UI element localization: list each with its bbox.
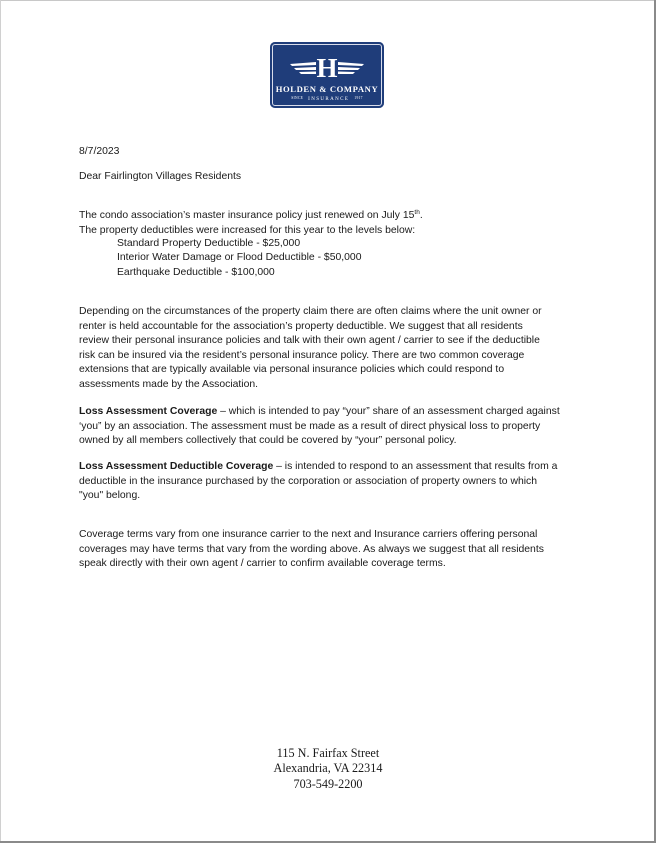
logo-subtitle xyxy=(270,96,384,102)
logo-since: SINCE xyxy=(291,96,304,100)
paragraph-line: Loss Assessment Coverage – which is intended to pay “your” share of an assessment charged against xyxy=(79,406,560,417)
loss-assessment-deductible-heading: Loss Assessment Deductible Coverage xyxy=(79,461,274,472)
footer-address xyxy=(228,746,428,792)
paragraph-line: Depending on the circumstances of the property claim there are often claims where the unit owner or xyxy=(79,306,542,317)
paragraph-line: assessments made by the Association. xyxy=(79,378,259,390)
letter-date: 8/7/2023 xyxy=(79,146,120,157)
page-edge-top xyxy=(0,0,656,1)
paragraph-line: ‘you” by an association. The assessment must be made as a result of direct physical loss to property xyxy=(79,420,541,432)
footer-street: 115 N. Fairfax Street xyxy=(276,746,380,760)
company-logo xyxy=(270,42,384,108)
deductible-item: Standard Property Deductible - $25,000 xyxy=(117,238,301,249)
intro-line-1: The condo association’s master insurance policy just renewed on July 15th. xyxy=(79,209,423,221)
deductible-list xyxy=(117,237,362,280)
loss-assessment-paragraph xyxy=(79,405,560,449)
paragraph-line: speak directly with their own agent / carrier to confirm available coverage terms. xyxy=(79,558,446,570)
logo-year: 1917 xyxy=(354,96,363,100)
paragraph-line: "you" belong. xyxy=(79,490,141,502)
deductible-item: Interior Water Damage or Flood Deductible - $50,000 xyxy=(117,252,362,264)
circumstances-paragraph xyxy=(79,305,542,393)
paragraph-line: renter is held accountable for the association’s property deductible. We suggest that all residents xyxy=(79,320,523,332)
paragraph-line: Loss Assessment Deductible Coverage – is intended to respond to an assessment that results from a xyxy=(79,461,558,472)
letter-salutation: Dear Fairlington Villages Residents xyxy=(79,171,242,182)
paragraph-line: extensions that are typically available via personal insurance policies which could respond to xyxy=(79,364,505,376)
paragraph-line: risk can be insured via the resident’s personal insurance policy. There are two common coverage xyxy=(79,349,525,361)
loss-assessment-deductible-paragraph xyxy=(79,460,557,504)
logo-letter: H xyxy=(316,53,338,83)
page-edge-left xyxy=(0,0,1,843)
footer-phone: 703-549-2200 xyxy=(293,776,363,791)
intro-paragraph xyxy=(79,209,423,238)
paragraph-line: review their personal insurance policies and talk with their own agent / carrier to see if the deductible xyxy=(79,335,540,347)
loss-assessment-heading: Loss Assessment Coverage xyxy=(79,406,218,417)
intro-line-2: The property deductibles were increased for this year to the levels below: xyxy=(79,224,416,236)
coverage-terms-paragraph xyxy=(79,528,544,572)
deductible-item: Earthquake Deductible - $100,000 xyxy=(117,266,275,278)
paragraph-line: owned by all members collectively that could be covered by “your” personal policy. xyxy=(79,435,457,447)
paragraph-line: deductible in the insurance purchased by the corporation or association of property owners to which xyxy=(79,475,538,487)
paragraph-line: Coverage terms vary from one insurance carrier to the next and Insurance carriers offering personal xyxy=(79,529,538,540)
logo-insurance-label: INSURANCE xyxy=(308,97,350,102)
logo-company-name: HOLDEN & COMPANY xyxy=(275,84,379,94)
paragraph-line: coverages may have terms that vary from the wording above. As always we suggest that all residents xyxy=(79,543,544,555)
footer-city: Alexandria, VA 22314 xyxy=(273,761,383,776)
